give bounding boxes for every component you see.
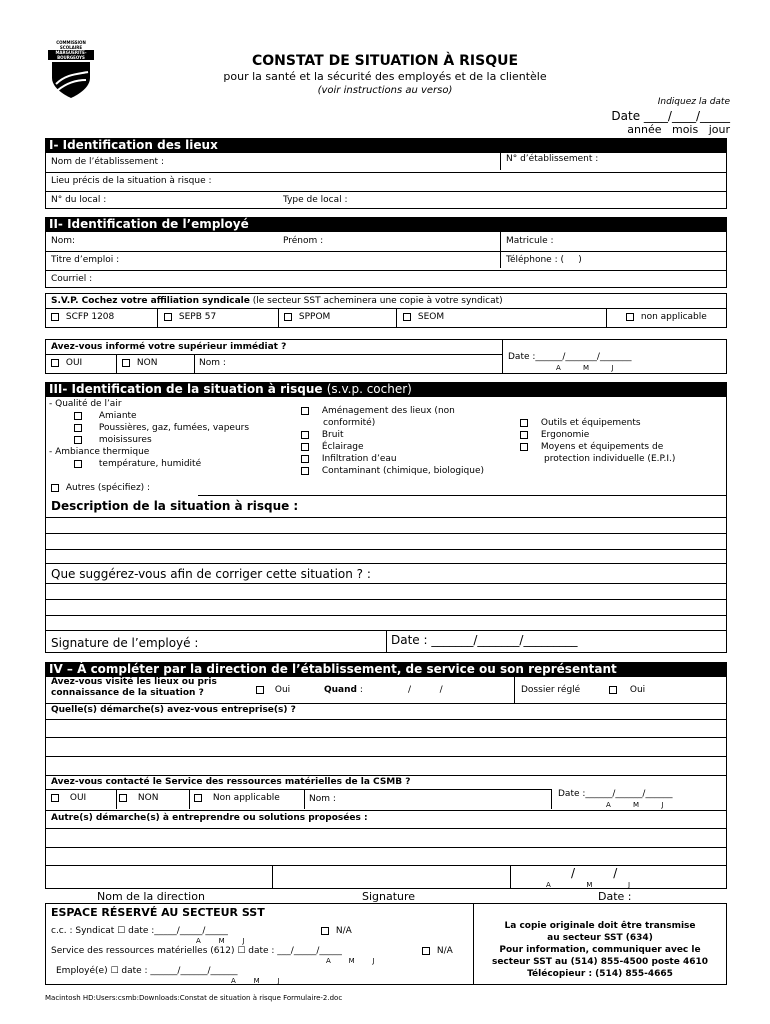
superieur-non[interactable] [122, 358, 157, 368]
risk-option[interactable] [301, 441, 484, 453]
syndicat-option-label: SEOM [417, 312, 445, 322]
quand-label: Quand [324, 685, 357, 695]
csmb-na[interactable] [194, 793, 280, 803]
syndicat-na[interactable] [626, 312, 707, 322]
checkbox-icon[interactable] [626, 313, 634, 321]
lieu-field[interactable]: Lieu précis de la situation à risque : [51, 176, 212, 186]
page-title: CONSTAT DE SITUATION À RISQUE [251, 53, 519, 69]
sst-cc-na[interactable] [321, 926, 352, 936]
col2 [301, 405, 484, 477]
courriel-field[interactable]: Courriel : [51, 274, 93, 284]
direction-sign-parts: A M J [546, 881, 631, 889]
sst-cc-na-label: N/A [335, 926, 352, 936]
footer-path: Macintosh HD:Users:csmb:Downloads:Constat de situation à risque Formulaire-2.doc [45, 994, 343, 1002]
demarches-label: Quelle(s) démarche(s) avez-vous entreprise(s) ? [51, 705, 296, 715]
qualite-air-label: - Qualité de l’air [49, 399, 122, 409]
risk-option-label: Contaminant (chimique, biologique) [321, 466, 485, 476]
checkbox-icon[interactable] [74, 424, 82, 432]
section-3-title-note: (s.v.p. cocher) [326, 382, 412, 396]
csmb-question: Avez-vous contacté le Service des ressources matérielles de la CSMB ? [51, 777, 411, 787]
risk-option[interactable] [49, 458, 249, 470]
divider [189, 789, 190, 809]
superieur-box [45, 339, 727, 374]
autres-option[interactable] [51, 483, 150, 493]
syndicat-option[interactable] [164, 312, 216, 322]
section-3-box [45, 396, 727, 653]
syndicat-box [45, 293, 727, 328]
risk-option-label: conformité) [323, 418, 376, 428]
risk-option-label: moisissures [98, 435, 152, 445]
suggestion-label: Que suggérez-vous afin de corriger cette situation ? : [51, 567, 371, 581]
description-label: Description de la situation à risque : [51, 499, 299, 513]
risk-option[interactable] [49, 410, 249, 422]
csmb-nom-field[interactable]: Nom : [309, 794, 336, 804]
syndicat-heading [51, 296, 503, 306]
sst-instructions-line: au secteur SST (634) [547, 933, 653, 943]
syndicat-option-label: SEPB 57 [178, 312, 217, 322]
checkbox-icon[interactable] [301, 455, 309, 463]
signature-date-field[interactable]: Date : _______/_______/_________ [391, 633, 578, 647]
syndicat-option-label: SCFP 1208 [65, 312, 115, 322]
section-3-title-text: III- Identification de la situation à risque [49, 382, 323, 396]
risk-option[interactable] [301, 453, 484, 465]
checkbox-icon[interactable] [164, 313, 172, 321]
risk-option-label: Infiltration d’eau [321, 454, 397, 464]
section-1-box [45, 152, 727, 209]
sst-instructions [474, 920, 726, 980]
ambiance-label: - Ambiance thermique [49, 447, 150, 457]
syndicat-title: S.V.P. Cochez votre affiliation syndicale [51, 296, 250, 306]
risk-option-label: Bruit [321, 430, 344, 440]
checkbox-icon[interactable] [422, 947, 430, 955]
instructions-note: (voir instructions au verso) [317, 85, 453, 96]
sst-emp-line[interactable]: Employé(e) ☐ date : ______/______/______ [56, 966, 238, 976]
syndicat-option-label: SPPOM [298, 312, 331, 322]
risk-option[interactable] [301, 465, 484, 477]
nom-etablissement-field[interactable]: Nom de l’établissement : [51, 157, 164, 167]
risk-option[interactable] [301, 405, 484, 417]
col3 [520, 417, 675, 465]
page-subtitle: pour la santé et la sécurité des employés et de la clientèle [223, 70, 547, 83]
risk-option[interactable] [301, 429, 484, 441]
superieur-oui[interactable] [51, 358, 82, 368]
sst-instructions-line: La copie originale doit être transmise [504, 921, 696, 931]
header-date[interactable]: Date ____/____/_____ [611, 109, 730, 123]
checkbox-icon[interactable] [51, 313, 59, 321]
checkbox-icon[interactable] [520, 419, 528, 427]
nom-direction-label: Nom de la direction [97, 890, 205, 903]
divider [46, 789, 551, 790]
risk-option[interactable] [520, 429, 675, 441]
risk-option-label: Aménagement des lieux (non [321, 406, 455, 416]
syndicat-na-label: non applicable [640, 312, 707, 322]
visite-line-2: connaissance de la situation ? [51, 688, 204, 698]
checkbox-icon[interactable] [321, 927, 329, 935]
risk-option-label: Amiante [98, 411, 137, 421]
dossier-oui[interactable] [609, 685, 645, 695]
checkbox-icon[interactable] [51, 484, 59, 492]
section-2-box [45, 231, 727, 288]
checkbox-icon[interactable] [520, 443, 528, 451]
checkbox-icon[interactable] [301, 407, 309, 415]
titre-emploi-field[interactable]: Titre d’emploi : [51, 255, 120, 265]
sst-cc-line[interactable]: c.c. : Syndicat ☐ date :_____/_____/_____ [51, 926, 228, 936]
autres-demarches-label: Autre(s) démarche(s) à entreprendre ou solutions proposées : [51, 813, 368, 823]
divider [116, 789, 117, 809]
risk-option-label: Ergonomie [540, 430, 590, 440]
risk-option-label: Éclairage [321, 442, 364, 452]
risk-option-label: température, humidité [98, 459, 202, 469]
csmb-non[interactable] [119, 793, 158, 803]
checkbox-icon[interactable] [74, 436, 82, 444]
checkbox-icon[interactable] [301, 443, 309, 451]
csmb-date-field[interactable]: Date :______/______/______ [558, 789, 673, 799]
checkbox-icon[interactable] [520, 431, 528, 439]
section-1-title: I- Identification des lieux [45, 138, 727, 152]
syndicat-option[interactable] [51, 312, 114, 322]
syndicat-option[interactable] [284, 312, 330, 322]
dossier-label: Dossier réglé [521, 685, 581, 695]
section-4-box [45, 676, 727, 889]
superieur-date-field[interactable]: Date :______/_______/_______ [508, 352, 632, 362]
superieur-nom-field[interactable]: Nom : [199, 358, 226, 368]
checkbox-icon[interactable] [403, 313, 411, 321]
risk-option[interactable] [49, 434, 249, 446]
checkbox-icon[interactable] [256, 686, 264, 694]
syndicat-option[interactable] [403, 312, 444, 322]
checkbox-icon[interactable] [609, 686, 617, 694]
quand-colon: : [359, 685, 363, 695]
risk-option[interactable] [49, 422, 249, 434]
signature-label: Signature [362, 890, 416, 903]
section-3-title [45, 382, 727, 396]
sst-instructions-line: Pour information, communiquer avec le [499, 945, 701, 955]
syndicat-note: (le secteur SST acheminera une copie à votre syndicat) [252, 296, 503, 306]
checkbox-icon[interactable] [284, 313, 292, 321]
quand-slashes: / / [408, 685, 443, 695]
superieur-question: Avez-vous informé votre supérieur immédiat ? [51, 342, 287, 352]
sst-amj: A M J [326, 957, 375, 965]
csmb-non-label: NON [137, 793, 159, 803]
date-label: Date : [598, 890, 632, 903]
checkbox-icon[interactable] [51, 794, 59, 802]
no-local-field[interactable]: N° du local : [51, 195, 107, 205]
logo-line: BOURGEOYS [48, 55, 94, 60]
dossier-oui-label: Oui [629, 685, 646, 695]
checkbox-icon[interactable] [122, 359, 130, 367]
sst-box [45, 903, 727, 985]
sst-amj: A M J [196, 937, 245, 945]
prenom-field[interactable]: Prénom : [283, 236, 324, 246]
section-2-title: II- Identification de l’employé [45, 217, 727, 231]
risk-option-label: Poussières, gaz, fumées, vapeurs [98, 423, 250, 433]
visite-question [51, 677, 217, 699]
divider [304, 789, 305, 809]
logo-line: SCOLAIRE [59, 45, 83, 50]
risk-option-label: Moyens et équipements de [540, 442, 664, 452]
checkbox-icon[interactable] [74, 460, 82, 468]
visite-oui[interactable] [256, 685, 290, 695]
signature-employe-field[interactable]: Signature de l’employé : [51, 636, 199, 650]
sst-sr-na[interactable] [422, 946, 453, 956]
sst-title: ESPACE RÉSERVÉ AU SECTEUR SST [51, 906, 265, 919]
direction-sign-date[interactable]: / / [571, 866, 618, 880]
header-date-parts: année mois jour [627, 123, 730, 136]
risk-option-label: protection individuelle (E.P.I.) [544, 454, 676, 464]
divider [551, 789, 552, 809]
type-local-field[interactable]: Type de local : [283, 195, 348, 205]
sst-sr-line[interactable]: Service des ressources matérielles (612) ☐ date : ___/_____/_____ [51, 946, 342, 956]
col1 [49, 398, 249, 470]
section-4-title: IV – À compléter par la direction de l’établissement, de service ou son représentant [45, 662, 727, 676]
sst-instructions-line: Télécopieur : (514) 855-4665 [527, 969, 673, 979]
checkbox-icon[interactable] [301, 431, 309, 439]
sst-instructions-line: secteur SST au (514) 855-4500 poste 4610 [491, 957, 709, 967]
checkbox-icon[interactable] [301, 467, 309, 475]
no-etablissement-field[interactable]: N° d’établissement : [506, 154, 599, 164]
risk-option[interactable] [520, 441, 675, 453]
logo-line: COMMISSION [56, 40, 86, 45]
risk-option[interactable] [520, 417, 675, 429]
autres-label: Autres (spécifiez) : [65, 483, 151, 493]
telephone-field[interactable]: Téléphone : ( ) [506, 255, 582, 265]
sst-amj: A M J [231, 977, 280, 985]
superieur-non-label: NON [136, 358, 158, 368]
csmb-oui-label: OUI [69, 793, 87, 803]
quand-field[interactable] [324, 685, 363, 695]
date-hint: Indiquez la date [657, 97, 730, 107]
visite-oui-label: Oui [274, 685, 291, 695]
risk-option-label: Outils et équipements [540, 418, 641, 428]
csmb-na-label: Non applicable [212, 793, 280, 803]
checkbox-icon[interactable] [119, 794, 127, 802]
checkbox-icon[interactable] [51, 359, 59, 367]
csmb-oui[interactable] [51, 793, 86, 803]
sst-sr-na-label: N/A [436, 946, 453, 956]
visite-line-1: Avez-vous visité les lieux ou pris [51, 677, 217, 687]
autres-line [198, 495, 726, 496]
nom-field[interactable]: Nom: [51, 236, 76, 246]
csmb-date-parts: A M J [606, 801, 664, 809]
checkbox-icon[interactable] [74, 412, 82, 420]
logo-line: MARGUERITE- [48, 50, 94, 55]
superieur-date-parts: A M J [556, 364, 614, 372]
checkbox-icon[interactable] [194, 794, 202, 802]
superieur-oui-label: OUI [65, 358, 83, 368]
matricule-field[interactable]: Matricule : [506, 236, 554, 246]
